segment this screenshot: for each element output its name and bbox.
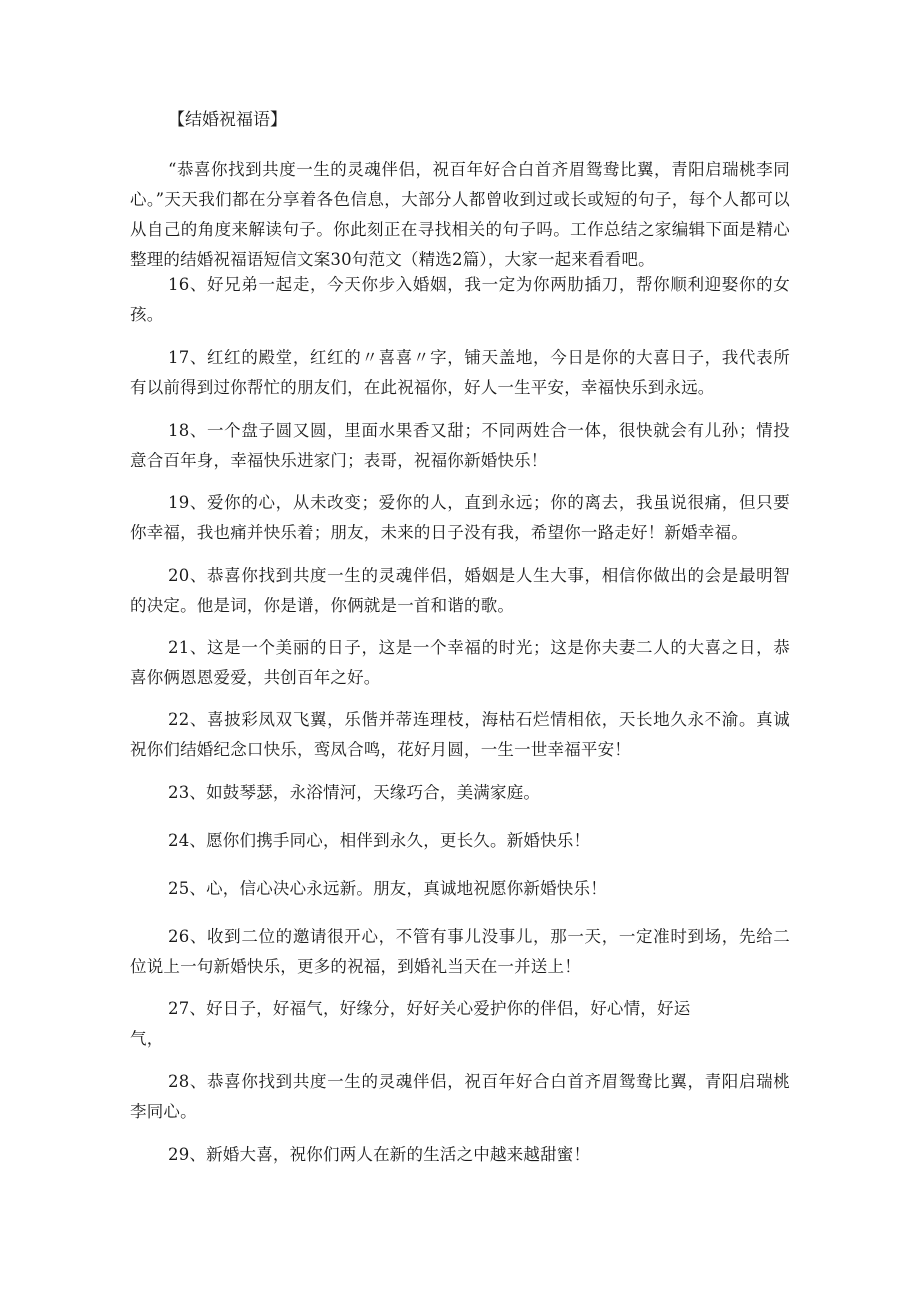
document-title: 【结婚祝福语】 — [168, 110, 287, 130]
list-item: 20、恭喜你找到共度一生的灵魂伴侣，婚姻是人生大事，相信你做出的会是最明智的决定。他是词，你是谱，你俩就是一首和谐的歌。 — [130, 566, 790, 615]
list-item: 28、恭喜你找到共度一生的灵魂伴侣，祝百年好合白首齐眉鸳鸯比翼，青阳启瑞桃李同心。 — [130, 1072, 790, 1121]
list-item-continuation: 气， — [130, 1029, 164, 1048]
list-item: 18、一个盘子圆又圆，里面水果香又甜；不同两姓合一体，很快就会有儿孙；情投意合百年身，幸福快乐进家门；表哥，祝福你新婚快乐！ — [130, 421, 790, 470]
list-item: 27、好日子，好福气，好缘分，好好关心爱护你的伴侣，好心情，好运 — [168, 999, 691, 1018]
list-item: 23、如鼓琴瑟，永浴情河，天缘巧合，美满家庭。 — [168, 783, 541, 802]
list-item: 22、喜披彩凤双飞翼，乐偕并蒂连理枝，海枯石烂情相依，天长地久永不渝。真诚祝你们结婚纪念口快乐，鸾凤合鸣，花好月圆，一生一世幸福平安！ — [130, 710, 790, 759]
intro-paragraph: “恭喜你找到共度一生的灵魂伴侣，祝百年好合白首齐眉鸳鸯比翼，青阳启瑞桃李同心。”天天我们都在分享着各色信息，大部分人都曾收到过或长或短的句子，每个人都可以从自己的角度来解读句子。你此刻正在寻找相关的句子吗。工作总结之家编辑下面是精心整理的结婚祝福语短信文案30句范文（精选2篇），大家一起来看看吧。 — [130, 160, 790, 269]
list-item: 26、收到二位的邀请很开心，不管有事儿没事儿，那一天，一定准时到场，先给二位说上一句新婚快乐，更多的祝福，到婚礼当天在一并送上！ — [130, 927, 790, 976]
list-item: 21、这是一个美丽的日子，这是一个幸福的时光；这是你夫妻二人的大喜之日，恭喜你俩恩恩爱爱，共创百年之好。 — [130, 638, 790, 687]
list-item: 19、爱你的心，从未改变；爱你的人，直到永远；你的离去，我虽说很痛，但只要你幸福，我也痛并快乐着；朋友，未来的日子没有我，希望你一路走好！新婚幸福。 — [130, 493, 790, 542]
list-item: 24、愿你们携手同心，相伴到永久，更长久。新婚快乐！ — [168, 831, 591, 850]
list-item: 25、心，信心决心永远新。朋友，真诚地祝愿你新婚快乐！ — [168, 879, 607, 898]
list-item: 29、新婚大喜，祝你们两人在新的生活之中越来越甜蜜！ — [168, 1145, 591, 1164]
list-item: 17、红红的殿堂，红红的〃喜喜〃字，铺天盖地，今日是你的大喜日子，我代表所有以前得到过你帮忙的朋友们，在此祝福你，好人一生平安，幸福快乐到永远。 — [130, 348, 790, 397]
list-item: 16、好兄弟一起走，今天你步入婚姻，我一定为你两肋插刀，帮你顺利迎娶你的女孩。 — [130, 275, 790, 324]
